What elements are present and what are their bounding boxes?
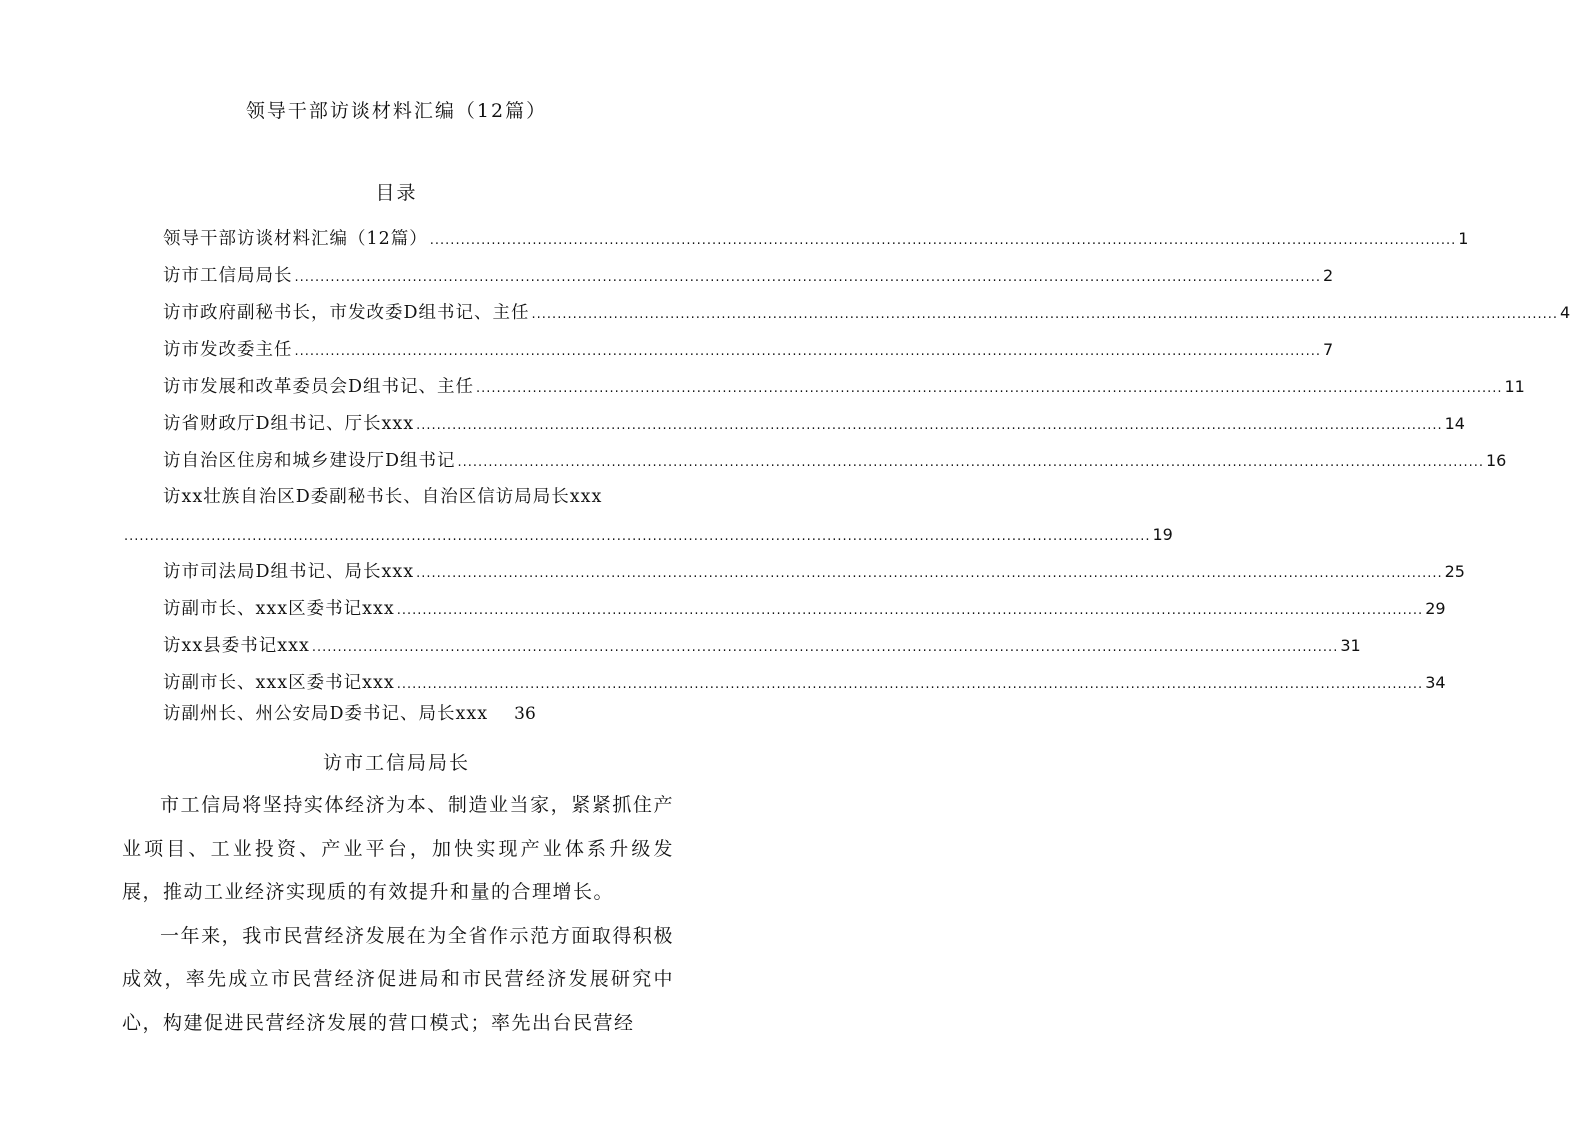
toc-entry-label: 访市发改委主任: [163, 340, 293, 360]
toc-leader-dots: ........................................................................................................................................................................................................: [294, 344, 1321, 359]
toc-entry[interactable]: [163, 442, 1507, 479]
section-heading: 访市工信局局长: [322, 752, 470, 774]
toc-entry-label: 访副州长、州公安局D委书记、局长xxx: [163, 704, 489, 724]
document-title: 领导干部访谈材料汇编（12篇）: [245, 100, 548, 122]
toc-entry-label: 访省财政厅D组书记、厅长xxx: [163, 414, 415, 434]
toc-leader-dots: ........................................................................................................................................................................................................: [416, 566, 1443, 581]
toc-entry[interactable]: [163, 701, 673, 727]
toc-entry-label: 访xx县委书记xxx: [163, 636, 310, 656]
toc-entry-page: 1: [1458, 229, 1469, 248]
toc-entry-label: 访自治区住房和城乡建设厅D组书记: [163, 451, 456, 471]
toc-entry-wrapped[interactable]: [124, 479, 1173, 553]
toc-entry-label: 访市司法局D组书记、局长xxx: [163, 562, 415, 582]
paragraph: 一年来，我市民营经济发展在为全省作示范方面取得积极成效，率先成立市民营经济促进局和市民营经济发展研究中心，构建促进民营经济发展的营口模式；率先出台民营经: [122, 924, 674, 1034]
toc-entry-label: 领导干部访谈材料汇编（12篇）: [163, 229, 428, 249]
toc-entry[interactable]: [163, 590, 1446, 627]
toc-entry-page: 25: [1444, 562, 1465, 581]
toc-leader-dots: ........................................................................................................................................................................................................: [396, 677, 1424, 692]
toc-entry-page: 16: [1486, 451, 1507, 470]
toc-entry-label: 访副市长、xxx区委书记xxx: [163, 673, 395, 693]
toc-entry[interactable]: [163, 257, 1334, 294]
toc-entry-label: 访xx壮族自治区D委副秘书长、自治区信访局局长xxx: [163, 487, 603, 507]
toc-entry-page: 14: [1444, 414, 1465, 433]
toc-entry-page: 29: [1425, 599, 1446, 618]
toc-entry-label: 访副市长、xxx区委书记xxx: [163, 599, 395, 619]
toc-leader-dots: ........................................................................................................................................................................................................: [457, 455, 1484, 470]
toc-entry-label: 访市政府副秘书长，市发改委D组书记、主任: [163, 303, 530, 323]
toc-leader-dots: ........................................................................................................................................................................................................: [429, 233, 1457, 248]
toc-leader-dots: ........................................................................................................................................................................................................: [124, 529, 1151, 544]
body-text: [122, 784, 674, 1045]
toc-entry[interactable]: [163, 405, 1465, 442]
toc-entry-page: 31: [1340, 636, 1361, 655]
toc-entry-page: 2: [1322, 266, 1334, 285]
toc-entry-page: 34: [1425, 673, 1446, 692]
toc-entry[interactable]: [163, 368, 1525, 405]
paragraph: 市工信局将坚持实体经济为本、制造业当家，紧紧抓住产业项目、工业投资、产业平台，加快实现产业体系升级发展，推动工业经济实现质的有效提升和量的合理增长。: [122, 794, 674, 903]
toc-leader-dots: ........................................................................................................................................................................................................: [294, 270, 1321, 285]
toc-leader-dots: ........................................................................................................................................................................................................: [476, 381, 1503, 396]
toc-entry[interactable]: [163, 220, 1469, 257]
toc-entry-label: 访市工信局局长: [163, 266, 293, 286]
toc-entry-page: 19: [1152, 525, 1173, 544]
toc-leader-dots: ........................................................................................................................................................................................................: [396, 603, 1424, 618]
toc-entry-page: 4: [1560, 303, 1570, 322]
toc-entry-page: 36: [514, 704, 536, 724]
toc-heading: 目录: [375, 182, 418, 204]
toc-leader-dots: ........................................................................................................................................................................................................: [311, 640, 1339, 655]
toc-entry[interactable]: [163, 664, 1446, 701]
toc-entry[interactable]: [163, 331, 1334, 368]
toc-entry-label: 访市发展和改革委员会D组书记、主任: [163, 377, 475, 397]
toc-entry[interactable]: [163, 294, 1570, 331]
toc-leader-dots: ........................................................................................................................................................................................................: [416, 418, 1443, 433]
toc-entry[interactable]: [163, 627, 1361, 664]
table-of-contents: [124, 220, 1570, 727]
toc-leader-dots: ........................................................................................................................................................................................................: [531, 307, 1558, 322]
toc-entry-page: 7: [1322, 340, 1334, 359]
toc-entry[interactable]: [163, 553, 1465, 590]
toc-entry-page: 11: [1504, 377, 1525, 396]
